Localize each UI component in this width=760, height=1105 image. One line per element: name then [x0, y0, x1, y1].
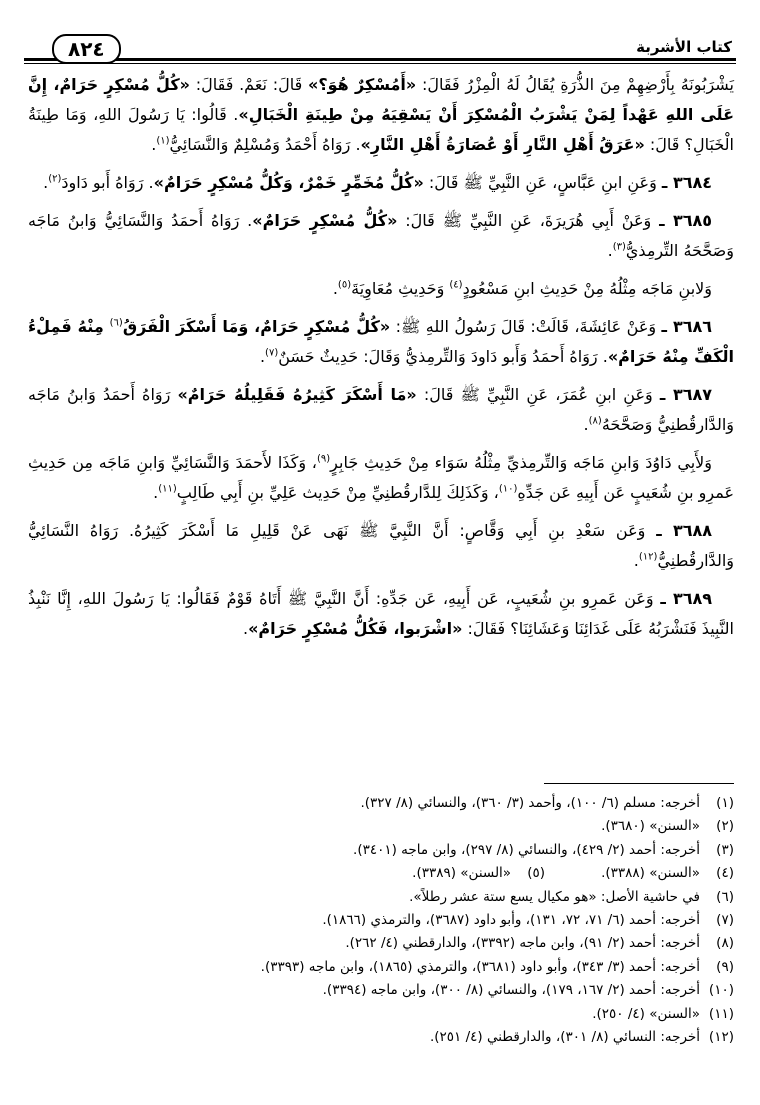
- footnote-number: (١٢): [708, 1029, 734, 1046]
- hadith-3685: [28, 206, 734, 266]
- footnote: [28, 909, 734, 932]
- footnote-ref: (٨): [588, 415, 602, 427]
- footnote: [28, 815, 734, 838]
- footnote-text: أخرجه: أحمد (٢/ ٤٢٩)، والنسائي (٨/ ٢٩٧)، وابن ماجه (٣٤٠١).: [353, 841, 700, 858]
- footnote-text: «السنن» (٣٣٨٨).: [601, 865, 700, 882]
- footnote-text: أخرجه: أحمد (٢/ ٩١)، وابن ماجه (٣٣٩٢)، والدارقطني (٤/ ٢٦٢).: [345, 935, 700, 952]
- footnote-ref: (١٢): [638, 551, 658, 563]
- footnote: [28, 792, 734, 815]
- footnote-ref: (٩): [316, 453, 331, 465]
- text-run: ، وَكَذَا لأَحمَدَ وَالنَّسَائِيِّ وَابنِ مَاجَه مِن حَدِيثِ عَمرِو بنِ شُعَيبٍ عَن أَبِيهِ عَن جَدِّهِ: [28, 453, 734, 502]
- page-header: [24, 34, 736, 64]
- hadith-number: ٣٦٨٩ ـ: [660, 589, 712, 608]
- footnote-ref: (٣): [612, 241, 626, 253]
- footnote: [28, 979, 734, 1002]
- text-run: .: [583, 415, 589, 434]
- text-run: وَلأَبِي دَاوُدَ وَابنِ مَاجَه وَالتِّرمِذيِّ مِثْلُهُ سَوَاء مِنْ حَدِيثِ جَابِرٍ: [330, 453, 712, 472]
- footnote-number: (٩): [716, 958, 734, 975]
- hadith-number: ٣٦٨٧ ـ: [659, 385, 713, 404]
- text-run: . رَوَاهُ أَبو دَاودَ: [61, 173, 154, 192]
- text-run: ، وَكَذَلِكَ لِلدَّارقُطنِيِّ مِنْ حَدِيث عَلِيِّ بنِ أَبِي طَالِبٍ: [176, 483, 499, 502]
- text-run: .: [607, 241, 613, 260]
- footnote-ref: (٢): [48, 173, 62, 185]
- footnote-number: (٢): [716, 818, 734, 835]
- footnote-ref: (١١): [158, 483, 177, 495]
- footnotes: [28, 792, 734, 1049]
- page-number: ٨٢٤: [52, 34, 121, 64]
- hadith-3684: [28, 168, 734, 198]
- hadith-3686: [28, 312, 734, 372]
- footnote-ref: (٦): [109, 317, 123, 329]
- text-run: .: [242, 619, 249, 638]
- text-run: .: [151, 135, 157, 154]
- footnote: [28, 1026, 734, 1049]
- text-run: وَعَن سَعْدِ بنِ أَبِي وَقَّاصٍ: أَنَّ النَّبِيَّ ﷺ نَهَى عَنْ قَلِيلِ مَا أَسْكَرَ كَثِيرُهُ. رَوَاهُ النَّسَائِيُّ وَالدَّارقُطنِيُّ: [28, 521, 734, 570]
- hadith-3689: [28, 584, 734, 644]
- footnote-ref: (٧): [265, 347, 279, 359]
- footnote-text: «السنن» (٣٦٨٠).: [601, 818, 700, 835]
- footnote-text: «السنن» (٤/ ٢٥٠).: [592, 1005, 700, 1022]
- hadith-number: ٣٦٨٨ ـ: [656, 521, 713, 540]
- footnote: [28, 1003, 734, 1026]
- text-run: وَعَنِ ابنِ عَبَّاسٍ، عَنِ النَّبِيِّ ﷺ قَالَ:: [423, 173, 662, 192]
- footnote-number: (٣): [716, 841, 734, 858]
- footnote-ref: (١): [156, 135, 170, 147]
- footnote: [28, 932, 734, 955]
- hadith-quote: «كُلُّ مُسْكِرٍ حَرَامٌ»: [252, 211, 398, 230]
- hadith-quote: «كُلُّ مُخَمِّرٍ خَمْرٌ، وَكُلُّ مُسْكِرٍ حَرَامٌ»: [153, 173, 424, 192]
- footnote-text: أخرجه: أحمد (٢/ ١٦٧، ١٧٩)، والنسائي (٨/ ٣٠٠)، وابن ماجه (٣٣٩٤).: [322, 982, 700, 999]
- text-run: . قَالُوا: يَا رَسُولَ اللهِ، وَمَا طِينَةُ الْخَبَالِ؟ قَالَ:: [28, 105, 734, 154]
- text-run: .: [633, 551, 639, 570]
- text-run: .: [43, 173, 49, 192]
- hadith-quote: «اشْرَبوا، فَكُلُّ مُسْكِرٍ حَرَامٌ»: [248, 619, 463, 638]
- main-text: [28, 70, 734, 652]
- text-run: وَعَنِ ابنِ عُمَرَ، عَنِ النَّبِيِّ ﷺ قَالَ:: [416, 385, 660, 404]
- text-run: وَلابنِ مَاجَه مِثْلُهُ مِنْ حَدِيثِ ابنِ مَسْعُودٍ: [462, 279, 712, 298]
- hadith-3687: [28, 380, 734, 440]
- footnote-text: في حاشية الأصل: «هو مكيال يسع ستة عشر رطلاً».: [409, 888, 700, 905]
- text-run: . رَوَاهُ أَحمَدُ وَأَبو دَاودَ وَالتِّرمِذيُّ وَقَالَ: حَدِيثٌ حَسَنٌ: [278, 347, 608, 366]
- hadith-quote: «عَرَقُ أَهْلِ النَّارِ أَوْ عُصَارَةُ أَهْلِ النَّارِ»: [360, 135, 645, 154]
- footnote-text: أخرجه: مسلم (٦/ ١٠٠)، وأحمد (٣/ ٣٦٠)، والنسائي (٨/ ٣٢٧).: [360, 795, 700, 811]
- footnote-divider: [544, 783, 734, 784]
- paragraph-abu-dawud: [28, 448, 734, 508]
- header-rule: [24, 58, 736, 61]
- text-run: .: [153, 483, 159, 502]
- footnote-text: أخرجه: النسائي (٨/ ٣٠١)، والدارقطني (٤/ ٢٥١).: [429, 1029, 700, 1046]
- footnote-number: (٤): [716, 865, 734, 882]
- text-run: وَعَنْ عَائِشَةَ، قَالَتْ: قَالَ رَسُولُ اللهِ ﷺ:: [390, 317, 662, 336]
- hadith-number: ٣٦٨٦ ـ: [661, 317, 712, 336]
- footnote-text: أخرجه: أحمد (٣/ ٣٤٣)، وأبو داود (٣٦٨١)، والترمذي (١٨٦٥)، وابن ماجه (٣٣٩٣).: [260, 958, 700, 975]
- footnote-number: (١١): [708, 1005, 734, 1022]
- footnote-text: أخرجه: أحمد (٦/ ٧١، ٧٢، ١٣١)، وأبو داود (٣٦٨٧)، والترمذي (١٨٦٦).: [322, 912, 700, 929]
- text-run: وَعَن عَمرِو بنِ شُعَيبٍ، عَن أَبِيهِ، عَن جَدِّهِ: أَنَّ النَّبِيَّ ﷺ أَتَاهُ قَوْمٌ فَقَالُوا: يَا رَسُولَ اللهِ، إِنَّا نَنْبِذُ النَّبِيذَ فَنَشْرَبُهُ عَلَى غَدَائِنَا وَعَشَائِنَا؟ فَقَالَ:: [28, 589, 734, 638]
- text-run: وَحَدِيثِ مُعَاوِيَةَ: [351, 279, 450, 298]
- hadith-number: ٣٦٨٥ ـ: [659, 211, 713, 230]
- footnote-number: (٥): [527, 865, 546, 882]
- footnote-number: (١٠): [708, 982, 734, 999]
- hadith-number: ٣٦٨٤ ـ: [661, 173, 712, 192]
- book-title: كتاب الأشربة: [636, 38, 732, 56]
- hadith-quote: «مَا أَسْكَرَ كَثِيرُهُ فَقَلِيلُهُ حَرَامٌ»: [177, 385, 417, 404]
- text-run: . رَوَاهُ أَحْمَدُ وَمُسْلِمٌ وَالنَّسَائِيُّ: [169, 135, 361, 154]
- hadith-quote: مِنْهُ فَمِلْءُ الْكَفِّ مِنْهُ حَرَامٌ»: [28, 317, 734, 366]
- footnote: [28, 839, 734, 862]
- text-run: وَعَنْ أَبِي هُرَيرَةَ، عَنِ النَّبِيِّ ﷺ قَالَ:: [397, 211, 660, 230]
- paragraph-continuation: [28, 70, 734, 160]
- footnote-number: (٨): [716, 935, 734, 952]
- footnote-ref: (٥): [337, 279, 352, 291]
- text-run: . رَوَاهُ أَحمَدُ وَالنَّسَائِيُّ وَابنُ مَاجَه وَصَحَّحَهُ التِّرمِذيُّ: [28, 211, 734, 260]
- footnote-text: «السنن» (٣٣٨٩).: [412, 865, 512, 882]
- text-run: قَالَ: نَعَمْ. فَقَالَ:: [189, 75, 309, 94]
- footnote-number: (٦): [716, 888, 734, 905]
- text-run: رَوَاهُ أَحمَدُ وَابنُ مَاجَه وَالدَّارقُطنِيُّ وَصَحَّحَهُ: [28, 385, 734, 434]
- text-run: .: [259, 347, 266, 366]
- hadith-quote: «كُلُّ مُسْكِرٍ حَرَامٌ، إِنَّ عَلَى اللهِ عَهْداً لِمَنْ يَشْرَبُ الْمُسْكِرَ أَنْ يَسْقِيَهُ مِنْ طِينَةِ الْخَبَالِ»: [28, 75, 735, 124]
- text-run: .: [332, 279, 338, 298]
- footnote: [28, 956, 734, 979]
- hadith-3688: [28, 516, 734, 576]
- text-run: يَشْرَبُونَهُ بِأَرْضِهِمْ مِنَ الذُّرَةِ يُقَالُ لَهُ الْمِزْرُ فَقَالَ:: [416, 75, 734, 94]
- header-rule-thin: [24, 63, 736, 64]
- footnote-number: (١): [716, 795, 734, 811]
- footnote-number: (٧): [716, 912, 734, 929]
- footnote: [28, 862, 734, 885]
- footnote-ref: (١٠): [498, 483, 518, 495]
- paragraph-ibn-majah: [28, 274, 734, 304]
- hadith-quote: «أَمُسْكِرٌ هُوَ؟»: [308, 75, 417, 94]
- footnote: [28, 886, 734, 909]
- footnote-ref: (٤): [449, 279, 463, 291]
- hadith-quote: «كُلُّ مُسْكِرٍ حَرَامٌ، وَمَا أَسْكَرَ الْفَرَقُ: [122, 317, 391, 336]
